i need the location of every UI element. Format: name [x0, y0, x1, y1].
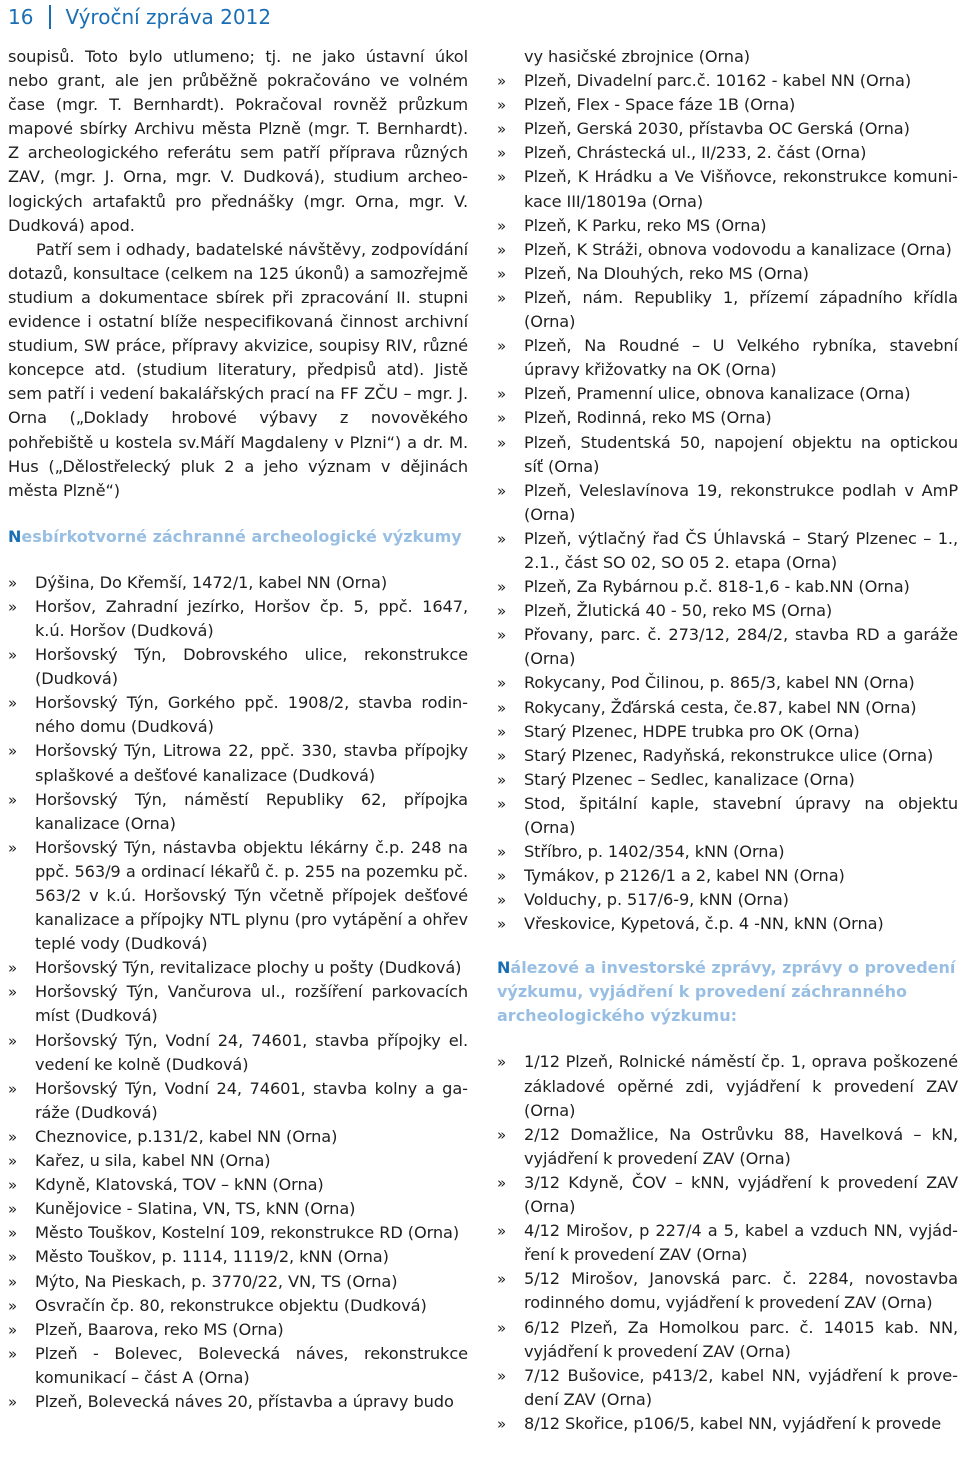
list-item: [497, 1412, 958, 1436]
list-item: [497, 623, 958, 671]
bullet-marker: »: [497, 626, 507, 645]
list-item: [8, 1125, 468, 1149]
bullet-marker: »: [497, 433, 507, 452]
bullet-marker: »: [8, 597, 18, 616]
bullet-marker: »: [8, 1079, 18, 1098]
excavation-list-right: [497, 45, 958, 936]
bullet-marker: »: [497, 1270, 507, 1289]
list-item: [8, 1197, 468, 1221]
list-item-text: Plzeň, Studentská 50, napojení objektu na optickou síť (Orna): [524, 432, 958, 476]
list-item-text: Plzeň, nám. Republiky 1, přízemí západního křídla (Orna): [524, 287, 958, 332]
list-item-text: 3/12 Kdyně, ČOV – kNN, vyjádření k provedení ZAV (Orna): [524, 1172, 958, 1217]
bullet-marker: »: [8, 1200, 18, 1219]
list-item: [497, 479, 958, 527]
list-item: [8, 1149, 468, 1173]
bullet-marker: »: [497, 1125, 507, 1144]
list-item-text: Osvračín čp. 80, rekonstrukce objektu (Dudková): [35, 1295, 427, 1315]
list-item: [8, 1342, 468, 1390]
list-item: [497, 214, 958, 238]
list-item-text: Horšov, Zahradní jezírko, Horšov čp. 5, ppč. 1647, k.ú. Horšov (Dudková): [35, 596, 468, 640]
bullet-marker: »: [497, 96, 507, 115]
paragraph-1: soupisů. Toto bylo utlumeno; tj. ne jako ústavní úkol nebo grant, ale jen průběžně pokračováno ve volném čase (mgr. T. Bernhardt). Pokračoval rovněž průzkum mapové sbírky Archivu města Plzně (mgr. T. Bernhardt). Z archeologického referátu sem patří příprava různých ZAV, (mgr. J. Orna, mgr. V. Dudková), studium archeologických artafaktů pro přednášky (mgr. Orna, mgr. V. Dudková) apod.: [8, 47, 468, 235]
list-item: [8, 595, 468, 643]
bullet-marker: »: [497, 1318, 507, 1337]
bullet-marker: »: [497, 843, 507, 862]
bullet-marker: »: [8, 573, 18, 592]
bullet-marker: »: [8, 1127, 18, 1146]
list-item: [497, 1050, 958, 1122]
list-item: [497, 840, 958, 864]
list-item: [497, 527, 958, 575]
list-item: [8, 1221, 468, 1245]
list-item: [497, 912, 958, 936]
list-item: [497, 1316, 958, 1364]
bullet-marker: »: [497, 216, 507, 235]
list-item-text: Přovany, parc. č. 273/12, 284/2, stavba RD a garáže (Orna): [524, 625, 958, 669]
list-item: [497, 671, 958, 695]
reports-list: [497, 1050, 958, 1436]
list-item: [497, 1364, 958, 1412]
bullet-marker: »: [8, 646, 18, 665]
list-item-text: Dýšina, Do Křemší, 1472/1, kabel NN (Orna): [35, 572, 388, 592]
section-heading-initial: N: [497, 958, 511, 978]
bullet-marker: »: [8, 1392, 18, 1411]
bullet-marker: »: [497, 674, 507, 693]
bullet-marker: »: [8, 838, 18, 857]
bullet-marker: »: [497, 1366, 507, 1385]
bullet-marker: »: [497, 794, 507, 813]
list-item-text: Kdyně, Klatovská, TOV – kNN (Orna): [35, 1175, 324, 1195]
list-item-text: Horšovský Týn, revitalizace plochy u pošty (Dudková): [35, 958, 462, 978]
list-item-text: Plzeň, Veleslavínova 19, rekonstrukce podlah v AmP (Orna): [524, 480, 958, 524]
list-item-text: 5/12 Mirošov, Janovská parc. č. 2284, novostavba rodinného domu, vyjádření k provedení ZAV (Orna): [524, 1269, 958, 1313]
bullet-marker: »: [497, 120, 507, 139]
list-item-text: Plzeň, Na Dlouhých, reko MS (Orna): [524, 263, 809, 283]
list-item-text: Tymákov, p 2126/1 a 2, kabel NN (Orna): [524, 866, 845, 886]
list-item: [8, 1029, 468, 1077]
list-item-text: Plzeň, Za Rybárnou p.č. 818-1,6 - kab.NN (Orna): [524, 577, 910, 597]
bullet-marker: »: [8, 1272, 18, 1291]
bullet-marker: »: [497, 337, 507, 356]
list-item: [497, 768, 958, 792]
list-item: [8, 956, 468, 980]
list-item: [497, 431, 958, 479]
list-item: [497, 334, 958, 382]
page-header: [8, 4, 271, 30]
list-item: [8, 691, 468, 739]
list-item-text: Kunějovice - Slatina, VN, TS, kNN (Orna): [35, 1199, 356, 1219]
list-item: [497, 406, 958, 430]
section-heading-initial: N: [8, 526, 22, 546]
list-item-text: 4/12 Mirošov, p 227/4 a 5, kabel a vzduch NN, vyjádření k provedení ZAV (Orna): [524, 1221, 958, 1265]
list-item-text: Plzeň, K Parku, reko MS (Orna): [524, 215, 767, 235]
section-heading-nonsbirkotvorne: [8, 525, 468, 549]
list-item-text: Kařez, u sila, kabel NN (Orna): [35, 1151, 271, 1171]
list-item-text: Horšovský Týn, Dobrovského ulice, rekonstrukce (Dudková): [35, 645, 468, 689]
list-item-text: Horšovský Týn, Vodní 24, 74601, stavba přípojky el. vedení ke kolně (Dudková): [35, 1030, 468, 1074]
list-item-text: Plzeň, Flex - Space fáze 1B (Orna): [524, 95, 796, 115]
bullet-marker: »: [497, 722, 507, 741]
list-item-text: Vřeskovice, Kypetová, č.p. 4 -NN, kNN (Orna): [524, 914, 884, 934]
bullet-marker: »: [497, 264, 507, 283]
list-item-text: Volduchy, p. 517/6-9, kNN (Orna): [524, 890, 789, 910]
list-item-text: Plzeň, Žlutická 40 - 50, reko MS (Orna): [524, 601, 833, 621]
header-title: Výroční zpráva 2012: [65, 5, 272, 29]
bullet-marker: »: [8, 742, 18, 761]
list-item-text: Stod, špitální kaple, stavební úpravy na objektu (Orna): [524, 793, 958, 837]
list-item: [8, 980, 468, 1028]
bullet-marker: »: [8, 790, 18, 809]
list-item: [497, 1219, 958, 1267]
list-item: [497, 864, 958, 888]
list-item-text: Starý Plzenec – Sedlec, kanalizace (Orna): [524, 769, 855, 789]
bullet-marker: »: [497, 529, 507, 548]
bullet-marker: »: [8, 1320, 18, 1339]
bullet-marker: »: [497, 770, 507, 789]
section-heading-text: álezové a investorské zprávy, zprávy o provedení výzkumu, vyjádření k provedení záchranného archeologického výzkumu:: [497, 958, 956, 1026]
list-item: [497, 1123, 958, 1171]
page-number: 16: [8, 5, 34, 29]
list-item-text: Starý Plzenec, Radyňská, rekonstrukce ulice (Orna): [524, 745, 934, 765]
list-item-text: Rokycany, Žďárská cesta, če.87, kabel NN (Orna): [524, 697, 917, 717]
list-item: [8, 1390, 468, 1414]
bullet-marker: »: [8, 1224, 18, 1243]
bullet-marker: »: [497, 1053, 507, 1072]
list-item-text: Horšovský Týn, Vodní 24, 74601, stavba kolny a garáže (Dudková): [35, 1078, 468, 1122]
bullet-marker: »: [497, 144, 507, 163]
list-item-text: Plzeň, K Hrádku a Ve Višňovce, rekonstrukce komunikace III/18019a (Orna): [524, 167, 958, 211]
list-item: [497, 888, 958, 912]
list-item: [497, 1267, 958, 1315]
list-item: [497, 238, 958, 262]
list-item-text: Horšovský Týn, Litrowa 22, ppč. 330, stavba přípojky splaškové a dešťové kanalizace (Dudková): [35, 741, 468, 785]
list-item-text: 2/12 Domažlice, Na Ostrůvku 88, Havelková – kN, vyjádření k provedení ZAV (Orna): [524, 1124, 958, 1168]
list-item-text: Město Touškov, p. 1114, 1119/2, kNN (Orna): [35, 1247, 389, 1267]
list-item: [497, 382, 958, 406]
list-item-text: Stříbro, p. 1402/354, kNN (Orna): [524, 842, 785, 862]
bullet-marker: »: [8, 694, 18, 713]
list-item: [497, 286, 958, 334]
list-item-continuation: vy hasičské zbrojnice (Orna): [524, 47, 751, 66]
list-item-text: Plzeň, K Stráži, obnova vodovodu a kanalizace (Orna): [524, 239, 952, 259]
list-item-text: Plzeň, Chrástecká ul., II/233, 2. část (Orna): [524, 143, 867, 163]
bullet-marker: »: [497, 867, 507, 886]
list-item-text: Horšovský Týn, Gorkého ppč. 1908/2, stavba rodinného domu (Dudková): [35, 693, 468, 737]
list-item-text: Horšovský Týn, náměstí Republiky 62, přípojka kanalizace (Orna): [35, 789, 468, 833]
list-item: [497, 165, 958, 213]
list-item-text: Mýto, Na Pieskach, p. 3770/22, VN, TS (Orna): [35, 1271, 398, 1291]
bullet-marker: »: [497, 240, 507, 259]
bullet-marker: »: [497, 891, 507, 910]
list-item-text: Plzeň, Rodinná, reko MS (Orna): [524, 408, 772, 428]
bullet-marker: »: [8, 1248, 18, 1267]
bullet-marker: »: [497, 915, 507, 934]
bullet-marker: »: [497, 481, 507, 500]
bullet-marker: »: [497, 1222, 507, 1241]
list-item-text: Plzeň, Baarova, reko MS (Orna): [35, 1319, 284, 1339]
list-item: [8, 1270, 468, 1294]
list-item: [497, 141, 958, 165]
list-item-text: 1/12 Plzeň, Rolnické náměstí čp. 1, oprava poškozené základové opěrné zdi, vyjádření k provedení ZAV (Orna): [524, 1052, 958, 1120]
list-item: [8, 1077, 468, 1125]
bullet-marker: »: [497, 409, 507, 428]
bullet-marker: »: [497, 578, 507, 597]
list-item: [497, 720, 958, 744]
list-item-text: Plzeň, Divadelní parc.č. 10162 - kabel NN (Orna): [524, 71, 912, 91]
list-item-text: 8/12 Skořice, p106/5, kabel NN, vyjádření k provede: [524, 1413, 942, 1433]
list-item: [497, 599, 958, 623]
bullet-marker: »: [8, 1031, 18, 1050]
bullet-marker: »: [8, 959, 18, 978]
list-item-text: Plzeň, Gerská 2030, přístavba OC Gerská (Orna): [524, 119, 910, 139]
bullet-marker: »: [497, 385, 507, 404]
bullet-marker: »: [497, 1173, 507, 1192]
list-item: [497, 262, 958, 286]
bullet-marker: »: [497, 1414, 507, 1433]
left-column: [8, 45, 468, 1414]
list-item-text: 6/12 Plzeň, Za Homolkou parc. č. 14015 kab. NN, vyjádření k provedení ZAV (Orna): [524, 1317, 958, 1361]
list-item: [8, 643, 468, 691]
list-item-text: Horšovský Týn, Vančurova ul., rozšíření parkovacích míst (Dudková): [35, 982, 468, 1026]
bullet-marker: »: [497, 168, 507, 187]
list-item: [497, 1171, 958, 1219]
list-item: [8, 739, 468, 787]
section-heading-reports: [497, 956, 958, 1028]
bullet-marker: »: [8, 983, 18, 1002]
paragraph-2: Patří sem i odhady, badatelské návštěvy, zodpovídání dotazů, konsultace (celkem na 125 úkonů) a samozřejmě studium a dokumentace sbírek při zpracování II. stupni evidence i ostatní blíže nespecifikovaná činnost archivní studium, SW práce, přípravy akvizice, soupisy RIV, různé koncepce atd. (studium literatury, předpisů atd). Jistě sem patří i vedení bakalářských prací na FF ZČU – mgr. J. Orna („Doklady hrobové výbavy z novověkého pohřebiště u kostela sv.Máří Magdaleny v Plzni“) a dr. M. Hus („Dělostřelecký pluk 2 a jeho význam v dějinách města Plzně“): [8, 239, 468, 500]
bullet-marker: »: [8, 1152, 18, 1171]
list-item: [497, 93, 958, 117]
list-item: [497, 117, 958, 141]
list-item: [497, 744, 958, 768]
list-item-text: Město Touškov, Kostelní 109, rekonstrukce RD (Orna): [35, 1223, 460, 1243]
list-item: [497, 575, 958, 599]
list-item-text: Starý Plzenec, HDPE trubka pro OK (Orna): [524, 721, 860, 741]
bullet-marker: »: [8, 1344, 18, 1363]
bullet-marker: »: [497, 602, 507, 621]
list-item: [8, 1318, 468, 1342]
excavation-list-left: [8, 571, 468, 1414]
list-item: [8, 836, 468, 956]
right-column: [497, 45, 958, 1436]
list-item-text: Plzeň - Bolevec, Bolevecká náves, rekonstrukce komunikací – část A (Orna): [35, 1343, 468, 1387]
list-item-text: Plzeň, Bolevecká náves 20, přístavba a úpravy budo: [35, 1391, 454, 1411]
bullet-marker: »: [8, 1296, 18, 1315]
list-item-text: Rokycany, Pod Čilinou, p. 865/3, kabel NN (Orna): [524, 673, 915, 693]
list-item-text: Plzeň, Na Roudné – U Velkého rybníka, stavební úpravy křižovatky na OK (Orna): [524, 336, 958, 380]
list-item: [497, 696, 958, 720]
list-item: [8, 1245, 468, 1269]
bullet-marker: »: [497, 698, 507, 717]
list-item-text: Plzeň, Pramenní ulice, obnova kanalizace (Orna): [524, 384, 911, 404]
list-item: [497, 69, 958, 93]
list-item: [8, 1294, 468, 1318]
list-item: [8, 1173, 468, 1197]
bullet-marker: »: [8, 1176, 18, 1195]
list-item-text: 7/12 Bušovice, p413/2, kabel NN, vyjádření k provedení ZAV (Orna): [524, 1365, 958, 1409]
bullet-marker: »: [497, 746, 507, 765]
list-item-text: Plzeň, výtlačný řad ČS Úhlavská – Starý Plzenec – 1., 2.1., část SO 02, SO 05 2. etapa (Orna): [524, 528, 958, 572]
list-item: [8, 788, 468, 836]
list-item: [8, 571, 468, 595]
list-item-text: Cheznovice, p.131/2, kabel NN (Orna): [35, 1126, 338, 1146]
list-item-text: Horšovský Týn, nástavba objektu lékárny č.p. 248 na ppč. 563/9 a ordinací lékařů č. p. 255 na pozemku pč. 563/2 v k.ú. Horšovský Týn včetně přípojek dešťové kanalizace a přípojky NTL plynu (pro vytápění a ohřev teplé vody (Dudková): [35, 837, 468, 954]
section-heading-text: esbírkotvorné záchranné archeologické výzkumy: [21, 526, 462, 546]
bullet-marker: »: [497, 72, 507, 91]
list-item: [497, 792, 958, 840]
bullet-marker: »: [497, 288, 507, 307]
